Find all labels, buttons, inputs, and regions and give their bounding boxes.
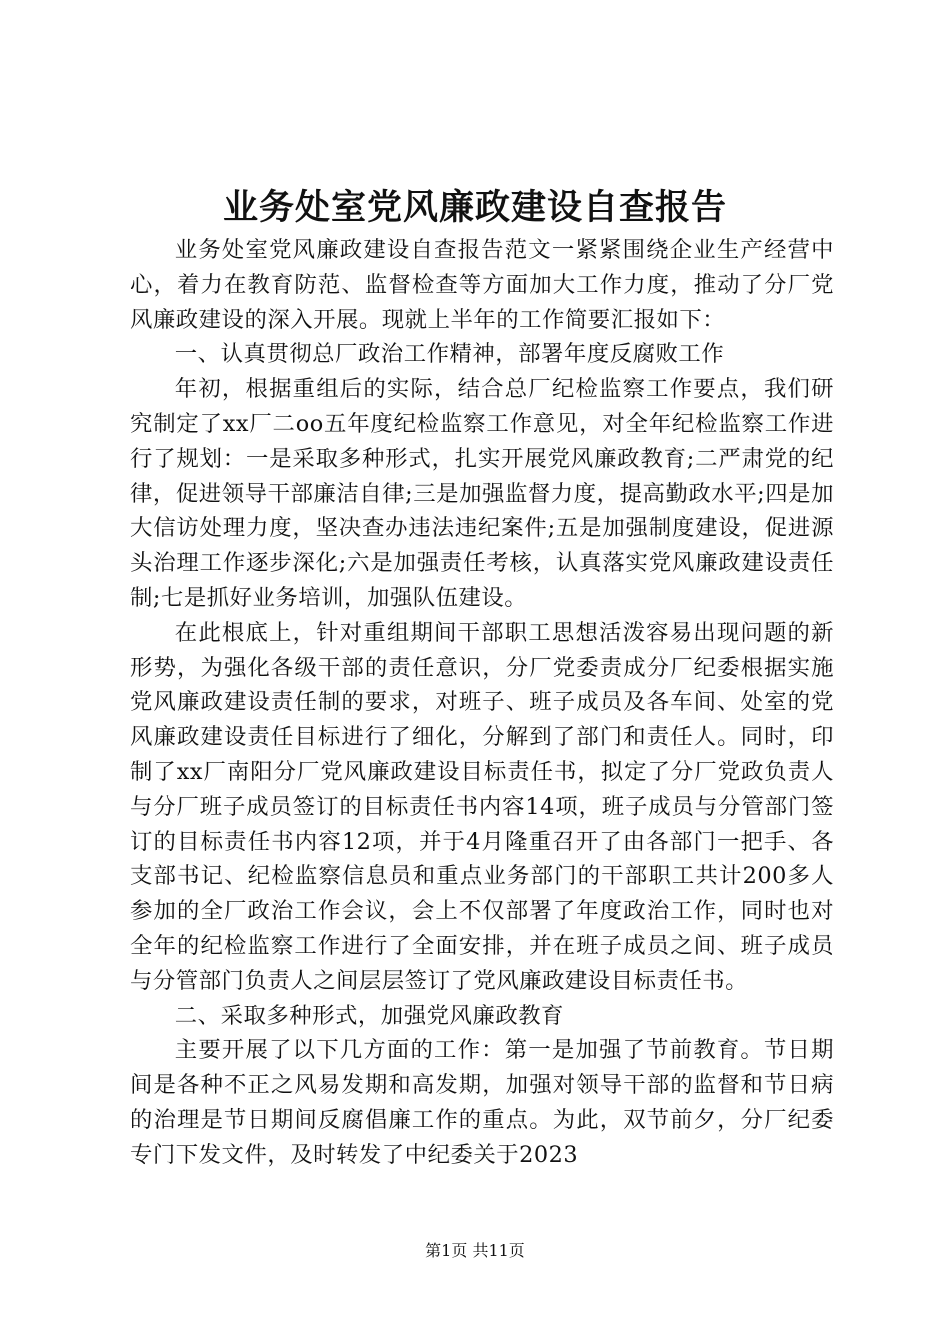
- document-body: [130, 233, 834, 1173]
- paragraph-intro: 业务处室党风廉政建设自查报告范文一紧紧围绕企业生产经营中心，着力在教育防范、监督检查等方面加大工作力度，推动了分厂党风廉政建设的深入开展。现就上半年的工作简要汇报如下：: [130, 237, 834, 333]
- paragraph-plan: 年初，根据重组后的实际，结合总厂纪检监察工作要点，我们研究制定了xx厂二oo五年度纪检监察工作意见，对全年纪检监察工作进行了规划：一是采取多种形式，扎实开展党风廉政教育;二严肃党的纪律，促进领导干部廉洁自律;三是加强监督力度，提高勤政水平;四是加大信访处理力度，坚决查办违法违纪案件;五是加强制度建设，促进源头治理工作逐步深化;六是加强责任考核，认真落实党风廉政建设责任制;七是抓好业务培训，加强队伍建设。: [130, 376, 834, 611]
- paragraph-responsibility: 在此根底上，针对重组期间干部职工思想活泼容易出现问题的新形势，为强化各级干部的责任意识，分厂党委责成分厂纪委根据实施党风廉政建设责任制的要求，对班子、班子成员及各车间、处室的党风廉政建设责任目标进行了细化，分解到了部门和责任人。同时，印制了xx厂南阳分厂党风廉政建设目标责任书，拟定了分厂党政负责人与分厂班子成员签订的目标责任书内容14项，班子成员与分管部门签订的目标责任书内容12项，并于4月隆重召开了由各部门一把手、各支部书记、纪检监察信息员和重点业务部门的干部职工共计200多人参加的全厂政治工作会议，会上不仅部署了年度政治工作，同时也对全年的纪检监察工作进行了全面安排，并在班子成员之间、班子成员与分管部门负责人之间层层签订了党风廉政建设目标责任书。: [130, 619, 834, 994]
- paragraph-education: 主要开展了以下几方面的工作：第一是加强了节前教育。节日期间是各种不正之风易发期和高发期，加强对领导干部的监督和节日病的治理是节日期间反腐倡廉工作的重点。为此，双节前夕，分厂纪委专门下发文件，及时转发了中纪委关于2023: [130, 1037, 834, 1168]
- section-heading-2: 二、采取多种形式，加强党风廉政教育: [174, 1002, 564, 1029]
- document-title: 业务处室党风廉政建设自查报告: [222, 187, 727, 228]
- section-heading-1: 一、认真贯彻总厂政治工作精神，部署年度反腐败工作: [174, 341, 725, 368]
- page-footer: 第1页 共11页: [425, 1241, 525, 1260]
